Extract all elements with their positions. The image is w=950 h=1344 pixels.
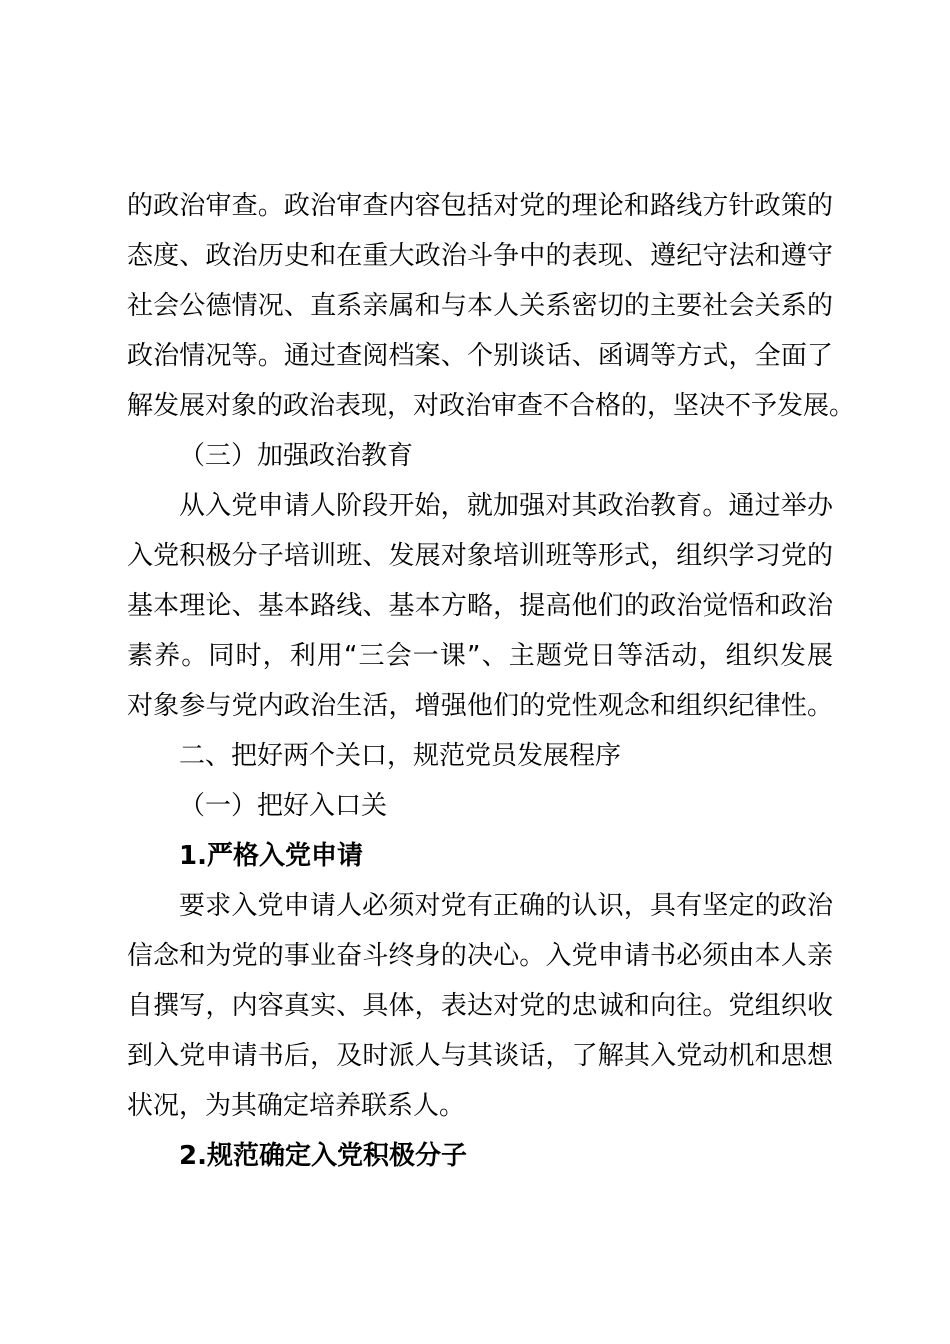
text-line: 入党积极分子培训班、发展对象培训班等形式，组织学习党的 xyxy=(127,541,833,571)
text-line: 素养。同时，利用“三会一课”、主题党日等活动，组织发展 xyxy=(127,641,833,671)
document-body xyxy=(127,181,856,1181)
text-line: 自撰写，内容真实、具体，表达对党的忠诚和向往。党组织收 xyxy=(127,991,833,1021)
subsection-heading-2: 2.规范确定入党积极分子 xyxy=(179,1141,467,1171)
text-line: 从入党申请人阶段开始，就加强对其政治教育。通过举办 xyxy=(179,491,833,521)
text-line: 状况，为其确定培养联系人。 xyxy=(127,1091,466,1121)
paragraph-political-education xyxy=(127,481,833,731)
paragraph-application xyxy=(127,881,833,1131)
subsection-heading-1: 1.严格入党申请 xyxy=(179,841,363,871)
text-line: 解发展对象的政治表现，对政治审查不合格的，坚决不予发展。 xyxy=(127,391,856,421)
section-heading-3: （三）加强政治教育 xyxy=(179,441,414,471)
chapter-heading-2: 二、把好两个关口，规范党员发展程序 xyxy=(179,741,622,771)
text-line: 到入党申请书后，及时派人与其谈话，了解其入党动机和思想 xyxy=(127,1041,833,1071)
text-line: 社会公德情况、直系亲属和与本人关系密切的主要社会关系的 xyxy=(127,291,833,321)
paragraph-political-review xyxy=(127,181,856,431)
text-line: 对象参与党内政治生活，增强他们的党性观念和组织纪律性。 xyxy=(127,691,833,721)
text-line: 政治情况等。通过查阅档案、个别谈话、函调等方式，全面了 xyxy=(127,341,833,371)
section-heading-1: （一）把好入口关 xyxy=(179,791,388,821)
text-line: 信念和为党的事业奋斗终身的决心。入党申请书必须由本人亲 xyxy=(127,941,833,971)
text-line: 的政治审查。政治审查内容包括对党的理论和路线方针政策的 xyxy=(127,191,833,221)
text-line: 要求入党申请人必须对党有正确的认识，具有坚定的政治 xyxy=(179,891,833,921)
text-line: 基本理论、基本路线、基本方略，提高他们的政治觉悟和政治 xyxy=(127,591,833,621)
text-line: 态度、政治历史和在重大政治斗争中的表现、遵纪守法和遵守 xyxy=(127,241,833,271)
